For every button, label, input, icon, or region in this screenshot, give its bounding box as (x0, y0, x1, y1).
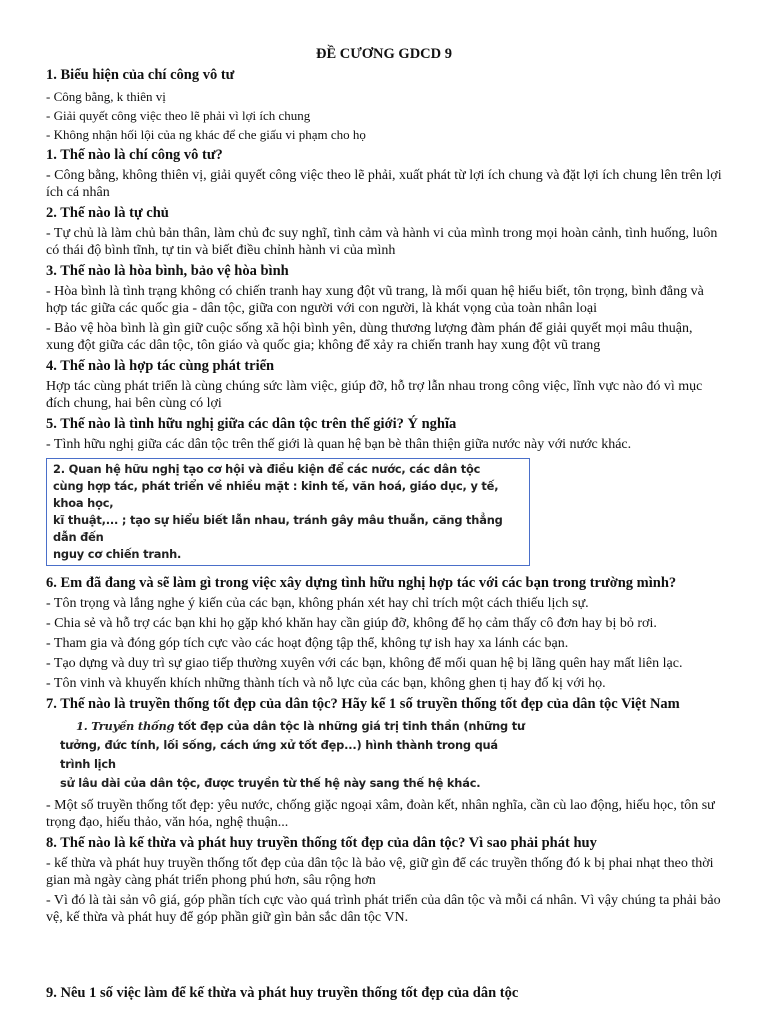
section-7-paragraph: - Một số truyền thống tốt đẹp: yêu nước, chống giặc ngoại xâm, đoàn kết, nhân nghĩa, cần cù lao động, hiếu học, tôn sư trọng đạo, hiếu thảo, văn hóa, nghệ thuận... (46, 798, 715, 830)
scanned-textbook-excerpt (46, 458, 530, 566)
section-2-heading: 2. Thế nào là tự chủ (46, 205, 169, 221)
section-3-paragraph: - Bảo vệ hòa bình là gìn giữ cuộc sống xã hội bình yên, dùng thương lượng đàm phán để giải quyết mọi mâu thuận, xung đột giữa các dân tộc, tôn giáo và quốc gia; không để xảy ra chiến tranh hay xung đột vũ trang (46, 321, 693, 353)
scanned-line: 2. Quan hệ hữu nghị tạo cơ hội và điều kiện để các nước, các dân tộc (53, 462, 481, 476)
section-6-paragraph: - Chia sẻ và hỗ trợ các bạn khi họ gặp khó khăn hay cần giúp đỡ, không để họ cảm thấy cô đơn hay bị bỏ rơi. (46, 616, 657, 631)
section-3-paragraph: - Hòa bình là tình trạng không có chiến tranh hay xung đột vũ trang, là mối quan hệ hiểu biết, tôn trọng, bình đẳng và hợp tác giữa các quốc gia - dân tộc, giữa con người với con người, là khát vọng của toàn nhân loại (46, 284, 704, 316)
section-5-heading: 5. Thế nào là tình hữu nghị giữa các dân tộc trên thế giới? Ý nghĩa (46, 416, 457, 432)
scanned-textbook-excerpt (56, 717, 534, 793)
section-1-heading: 1. Biểu hiện của chí công vô tư (46, 67, 235, 83)
scanned-term: 1. Truyền thống (76, 719, 175, 733)
section-3-heading: 3. Thế nào là hòa bình, bảo vệ hòa bình (46, 263, 289, 279)
section-8-paragraph: - Vì đó là tài sản vô giá, góp phần tích cực vào quá trình phát triển của dân tộc và mỗi cá nhân. Vì vậy chúng ta phải bảo vệ, kế thừa và phát huy để góp phần giữ gìn bản sắc dân tộc VN. (46, 893, 721, 925)
section-1b-heading: 1. Thế nào là chí công vô tư? (46, 147, 223, 163)
section-6-paragraph: - Tạo dựng và duy trì sự giao tiếp thường xuyên với các bạn, không để mối quan hệ bị lãng quên hay mất liên lạc. (46, 656, 683, 671)
document-title: ĐỀ CƯƠNG GDCD 9 (315, 46, 452, 62)
section-1-line: - Không nhận hối lội của ng khác để che giấu vi phạm cho họ (46, 127, 366, 142)
section-1b-paragraph: - Công bằng, không thiên vị, giải quyết công việc theo lẽ phải, xuất phát từ lợi ích chung và đặt lợi ích chung lên trên lợi ích cá nhân (46, 168, 722, 200)
scanned-line (60, 717, 530, 736)
section-7-heading: 7. Thế nào là truyền thống tốt đẹp của dân tộc? Hãy kể 1 số truyền thống tốt đẹp của dân tộc Việt Nam (46, 696, 680, 712)
spacer (46, 929, 722, 982)
section-6-paragraph: - Tham gia và đóng góp tích cực vào các hoạt động tập thể, không tự ish hay xa lánh các bạn. (46, 636, 569, 651)
section-4-paragraph: Hợp tác cùng phát triển là cùng chúng sức làm việc, giúp đỡ, hỗ trợ lẫn nhau trong công việc, lĩnh vực nào đó vì mục đích chung, hai bên cùng có lợi (46, 379, 703, 411)
section-6-paragraph: - Tôn trọng và lắng nghe ý kiến của các bạn, không phán xét hay chỉ trích một cách thiếu lịch sự. (46, 596, 589, 611)
scanned-line: tưởng, đức tính, lối sống, cách ứng xử tốt đẹp...) hình thành trong quá trình lịch (60, 738, 498, 771)
scanned-line: kĩ thuật,... ; tạo sự hiểu biết lẫn nhau, tránh gây mâu thuẫn, căng thẳng dẫn đến (53, 513, 503, 544)
section-8-paragraph: - kế thừa và phát huy truyền thống tốt đẹp của dân tộc là bảo vệ, giữ gìn để các truyền thống đó k bị phai nhạt theo thời gian mà ngày càng phát triển phong phú hơn, sâu rộng hơn (46, 856, 714, 888)
section-6-heading: 6. Em đã đang và sẽ làm gì trong việc xây dựng tình hữu nghị hợp tác với các bạn trong trường mình? (46, 575, 677, 591)
scanned-line: cùng hợp tác, phát triển về nhiều mặt : kinh tế, văn hoá, giáo dục, y tế, khoa học, (53, 479, 499, 510)
section-8-heading: 8. Thế nào là kế thừa và phát huy truyền thống tốt đẹp của dân tộc? Vì sao phải phát huy (46, 835, 597, 851)
section-4-heading: 4. Thế nào là hợp tác cùng phát triển (46, 358, 275, 374)
scanned-line: sử lâu dài của dân tộc, được truyền từ thế hệ này sang thế hệ khác. (60, 776, 481, 790)
section-5-paragraph: - Tình hữu nghị giữa các dân tộc trên thế giới là quan hệ bạn bè thân thiện giữa nước này với nước khác. (46, 437, 632, 452)
scanned-line: nguy cơ chiến tranh. (53, 547, 182, 561)
section-2-paragraph: - Tự chủ là làm chủ bản thân, làm chủ đc suy nghĩ, tình cảm và hành vi của mình trong mọi hoàn cảnh, tình huống, luôn có thái độ bình tĩnh, tự tin và biết điều chỉnh hành vi của mình (46, 226, 718, 258)
scanned-text: tốt đẹp của dân tộc là những giá trị tinh thần (những tư (174, 719, 525, 733)
section-6-paragraph: - Tôn vinh và khuyến khích những thành tích và nỗ lực của các bạn, không ghen tị hay đố kị với họ. (46, 676, 606, 691)
section-9-heading: 9. Nêu 1 số việc làm để kế thừa và phát huy truyền thống tốt đẹp của dân tộc (46, 985, 519, 1001)
section-1-line: - Giải quyết công việc theo lẽ phải vì lợi ích chung (46, 108, 311, 123)
section-1-line: - Công bằng, k thiên vị (46, 89, 166, 104)
